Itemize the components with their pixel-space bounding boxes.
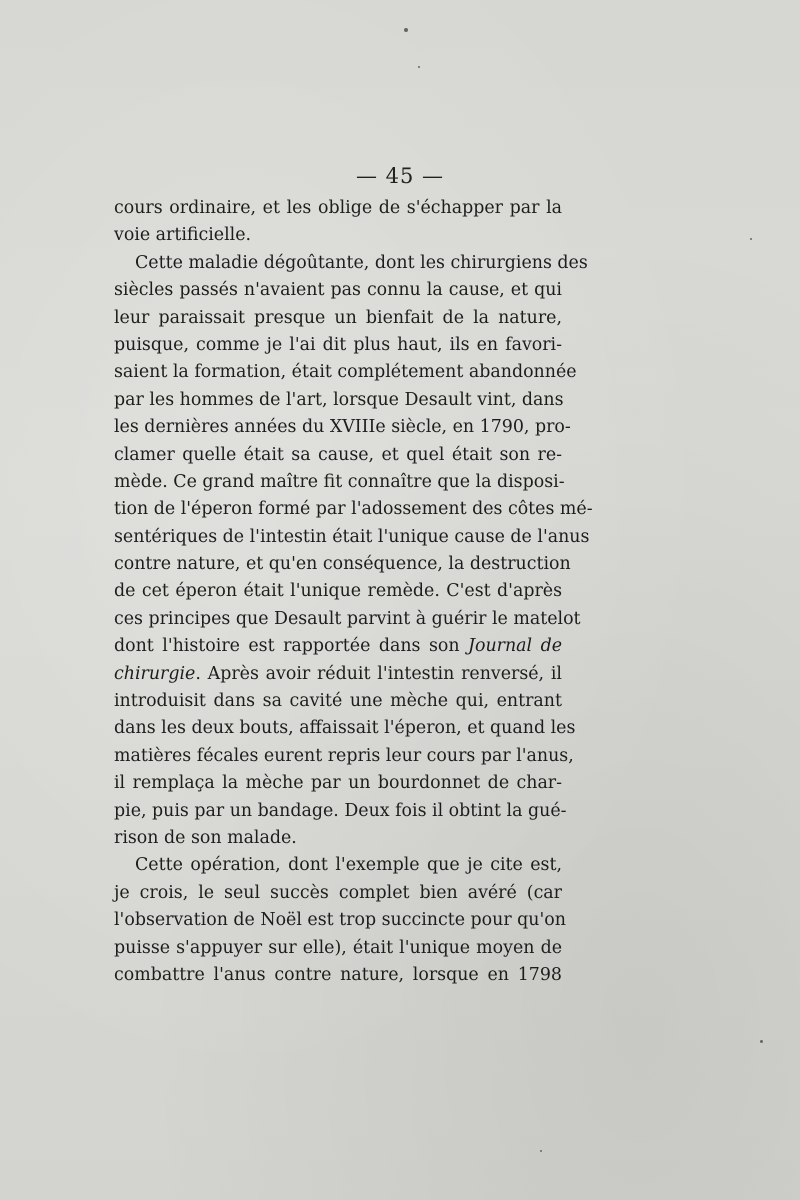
text-line: par les hommes de l'art, lorsque Desault vint, dans <box>114 389 564 410</box>
journal-title-part: Journal de <box>468 636 562 657</box>
text-line: contre nature, et qu'en conséquence, la destruction <box>114 554 571 575</box>
page-number: — 45 — <box>355 164 445 188</box>
paper-speck <box>750 238 752 240</box>
text-line: il remplaça la mèche par un bourdonnet de char- <box>114 773 562 794</box>
text-line: je crois, le seul succès complet bien avéré (car <box>114 882 562 903</box>
text-line: pie, puis par un bandage. Deux fois il obtint la gué- <box>114 800 567 821</box>
text-line: puisse s'appuyer sur elle), était l'unique moyen de <box>114 937 562 958</box>
text-line: Cette maladie dégoûtante, dont les chirurgiens des <box>135 252 588 273</box>
text-line: de cet éperon était l'unique remède. C'est d'après <box>114 581 562 602</box>
text-line: ces principes que Desault parvint à guérir le matelot <box>114 608 581 629</box>
text-line: sentériques de l'intestin était l'unique cause de l'anus <box>114 526 590 547</box>
text-line: puisque, comme je l'ai dit plus haut, ils en favori- <box>114 334 562 355</box>
text-line: cours ordinaire, et les oblige de s'échapper par la <box>114 198 562 218</box>
text-line: Cette opération, dont l'exemple que je cite est, <box>135 855 562 876</box>
text-line: saient la formation, était complétement abandonnée <box>114 362 577 383</box>
text-line: les dernières années du XVIIIe siècle, en 1790, pro- <box>114 417 571 438</box>
text-line: matières fécales eurent repris leur cours par l'anus, <box>114 745 574 766</box>
body-text <box>114 195 593 989</box>
text-line: chirurgie. Après avoir réduit l'intestin renversé, il <box>114 663 562 684</box>
text-line: dans les deux bouts, affaissait l'éperon, et quand les <box>114 718 576 739</box>
text-line: tion de l'éperon formé par l'adossement des côtes mé- <box>114 499 593 520</box>
text-line: clamer quelle était sa cause, et quel était son re- <box>114 444 562 465</box>
text-line: combattre l'anus contre nature, lorsque en 1798 <box>114 964 562 985</box>
text-line: introduisit dans sa cavité une mèche qui, entrant <box>114 691 562 712</box>
text-line: leur paraissait presque un bienfait de la nature, <box>114 307 562 328</box>
paper-speck <box>418 66 420 68</box>
text-line: rison de son malade. <box>114 827 297 848</box>
text-line: voie artificielle. <box>114 225 252 246</box>
journal-title-part: chirurgie <box>114 663 196 684</box>
text-line: l'observation de Noël est trop succincte pour qu'on <box>114 910 566 931</box>
text-line: dont l'histoire est rapportée dans son Journal de <box>114 636 562 657</box>
paper-speck <box>760 1040 763 1043</box>
paper-speck <box>540 1150 542 1152</box>
text-line: mède. Ce grand maître fit connaître que la disposi- <box>114 471 565 492</box>
text-line: siècles passés n'avaient pas connu la cause, et qui <box>114 280 562 301</box>
paper-speck <box>404 28 408 32</box>
